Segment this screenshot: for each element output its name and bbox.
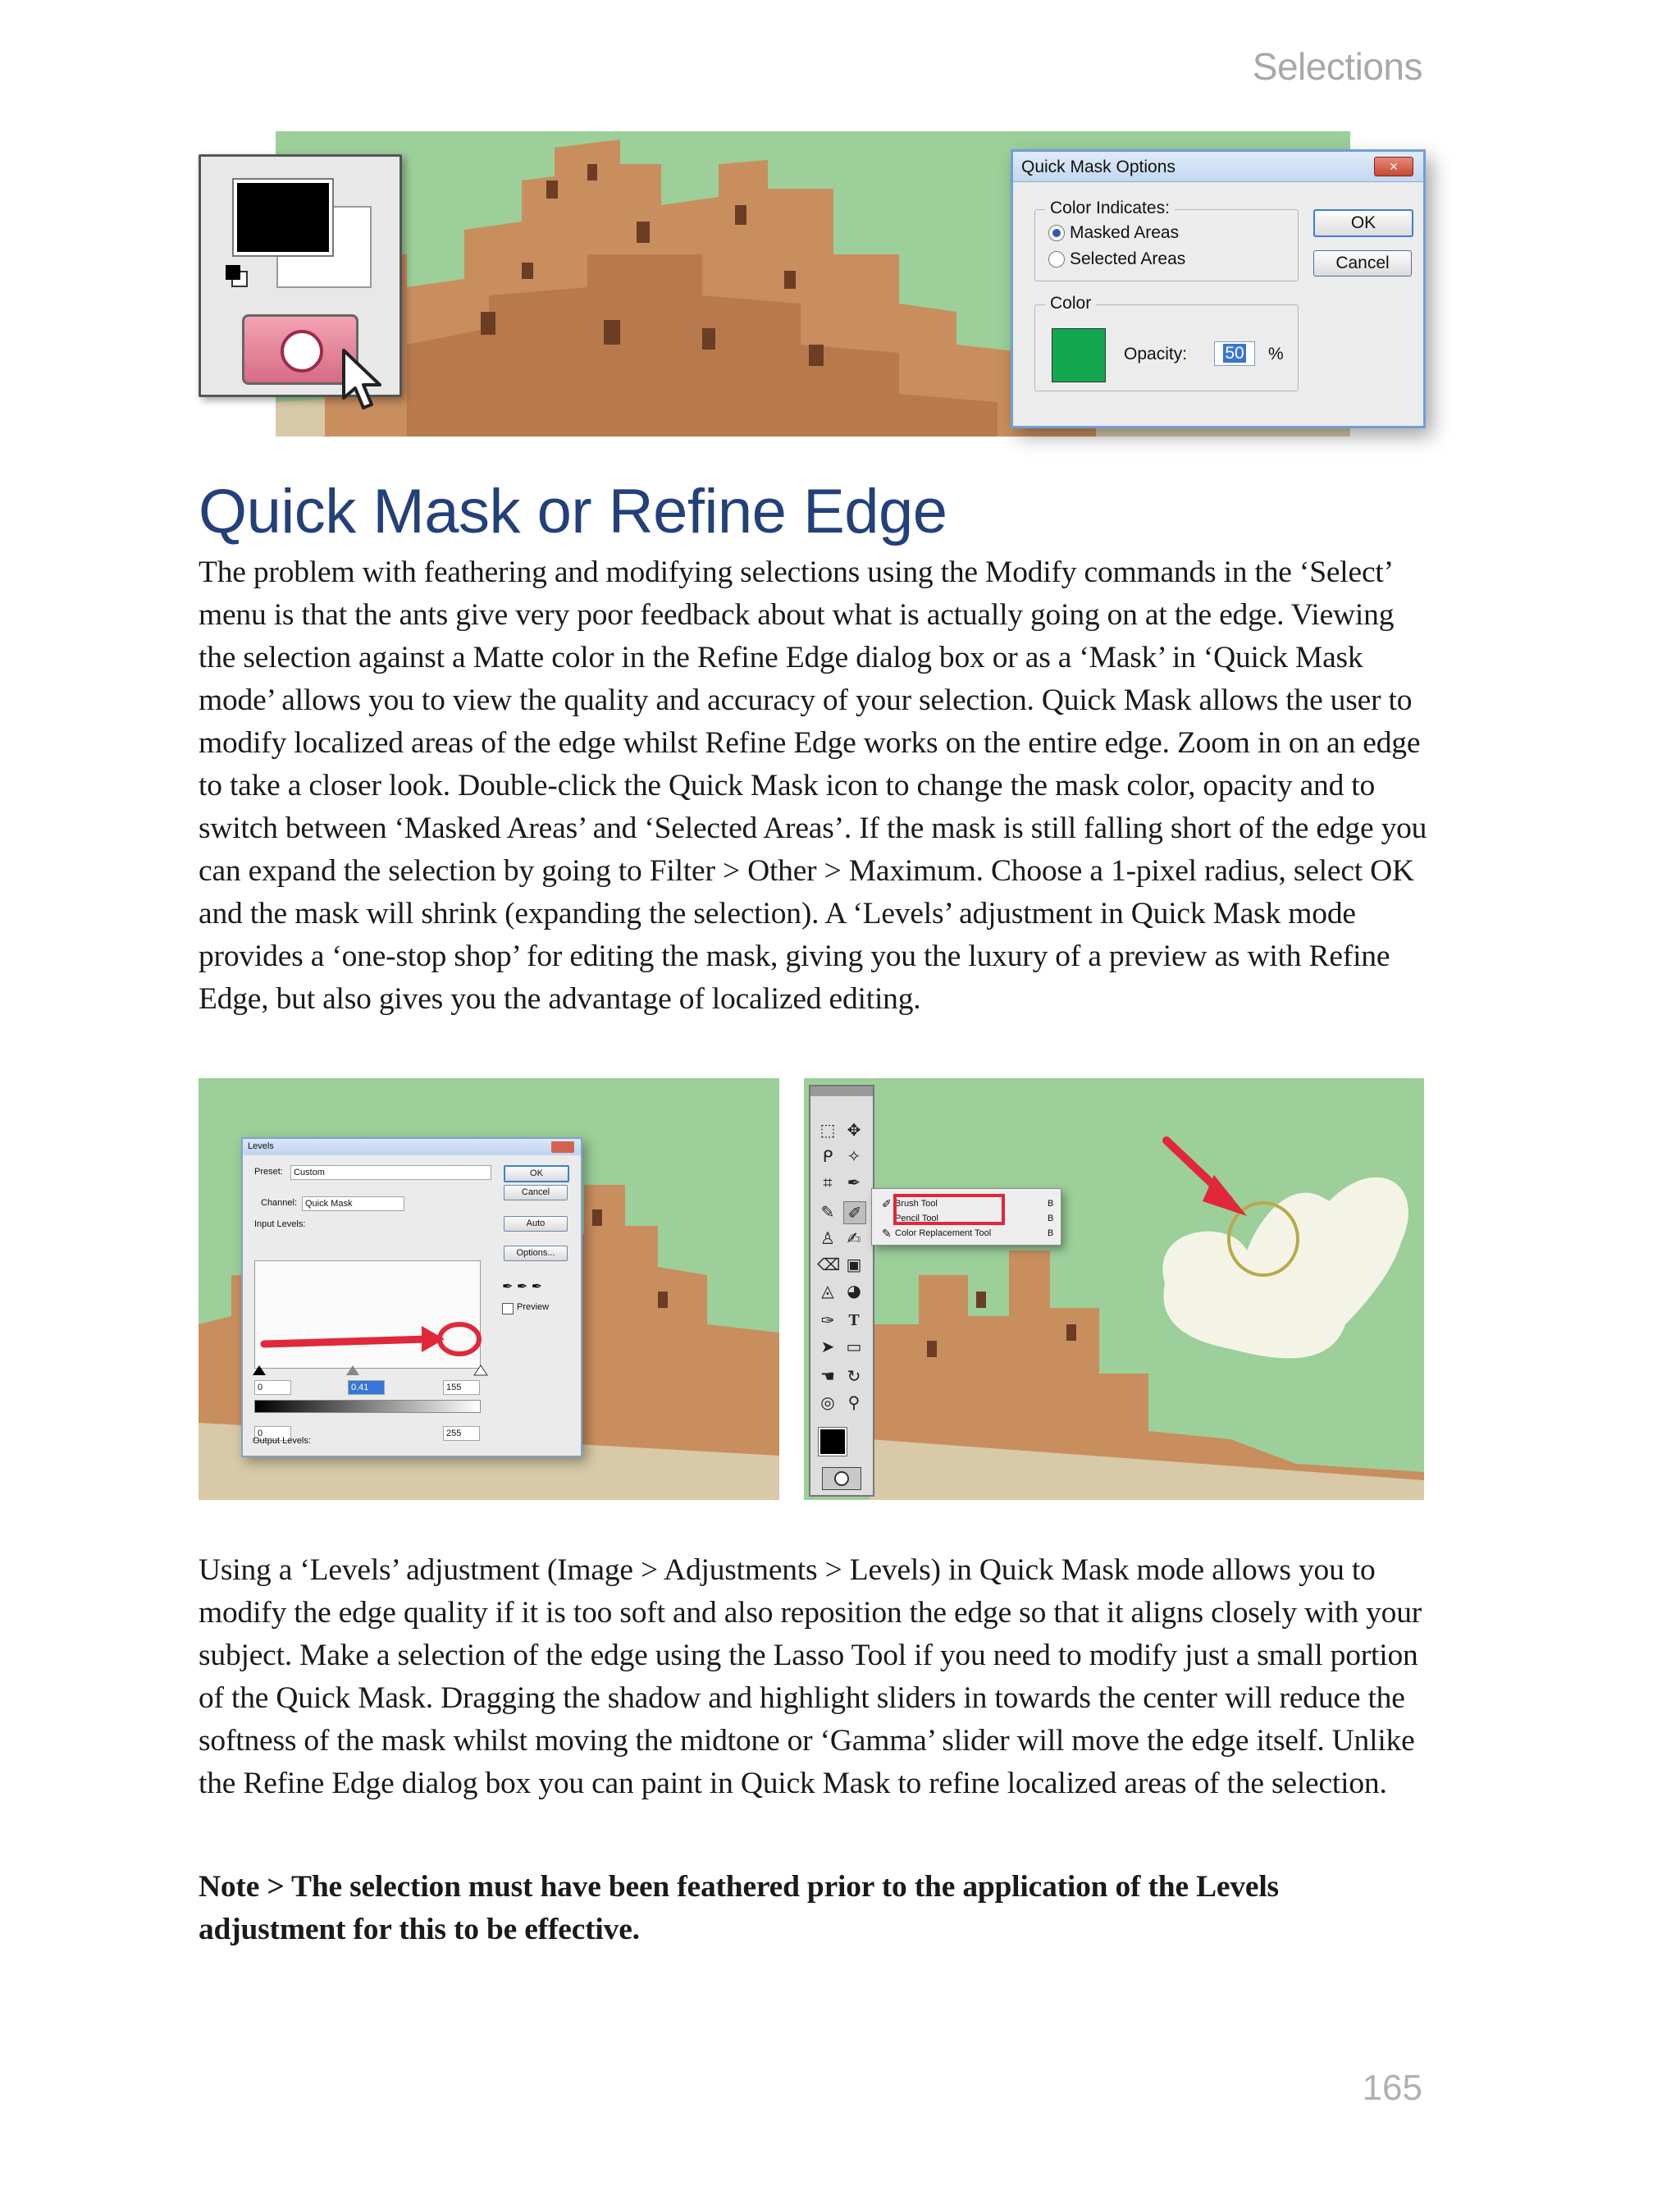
marquee-tool-icon[interactable]: ⬚ — [819, 1120, 836, 1140]
input-shadow-value: 0 — [258, 1383, 263, 1392]
clone-stamp-tool-icon[interactable]: ♙ — [820, 1228, 835, 1248]
opacity-value: 50 — [1225, 344, 1244, 363]
preset-value: Custom — [294, 1168, 325, 1177]
intro-paragraph: The problem with feathering and modifying selections using the Modify commands in the ‘Select’ menu is that the ants give very poor feedback about what is actually going on at the edge. Viewing the selection against a Matte color in the Refine Edge dialog box or as a ‘Mask’ in ‘Quick Mask mode’ allows you to view the quality and accuracy of your selection. Quick Mask allows the user to modify localized areas of the edge whilst Refine Edge works on the entire edge. Zoom in on an edge to take a closer look. Double-click the Quick Mask icon to change the mask color, opacity and to switch between ‘Masked Areas’ and ‘Selected Areas’. If the mask is still falling short of the edge you can expand the selection by going to Filter > Other > Maximum. Choose a 1-pixel radius, select OK and the mask will shrink (expanding the selection). A ‘Levels’ adjustment in Quick Mask mode provides a ‘one-stop shop’ for editing the mask, giving you the luxury of a preview as with Refine Edge, but also gives you the advantage of localized editing. — [199, 556, 1427, 1016]
color-indicates-group — [1034, 199, 1299, 281]
quick-mask-options-dialog — [1011, 149, 1426, 428]
group-label: Color Indicates: — [1045, 199, 1175, 218]
color-replacement-icon: ✎ — [882, 1227, 892, 1240]
input-gamma-value: 0.41 — [351, 1383, 369, 1392]
selected-areas-label: Selected Areas — [1070, 249, 1186, 268]
ok-button[interactable]: OK — [1313, 209, 1413, 237]
brush-icon: ✐ — [882, 1197, 892, 1210]
magic-wand-tool-icon[interactable]: ✧ — [847, 1146, 861, 1166]
masked-areas-radio[interactable] — [1048, 225, 1065, 241]
input-levels-label: Input Levels: — [254, 1219, 306, 1229]
foreground-swatch-icon[interactable] — [234, 180, 332, 255]
dialog-title: Quick Mask Options — [1021, 158, 1176, 176]
group-label: Color — [1045, 294, 1096, 313]
shortcut-key: B — [1048, 1199, 1054, 1209]
percent-label: % — [1268, 345, 1284, 363]
shortcut-key: B — [1048, 1228, 1054, 1238]
section-header: Selections — [1252, 45, 1422, 88]
levels-paragraph: Using a ‘Levels’ adjustment (Image > Adjustments > Levels) in Quick Mask mode allows you to modify the edge quality if it is too soft and also reposition the edge so that it aligns closely with your subject. Make a selection of the edge using the Lasso Tool if you need to modify just a small portion of the Quick Mask. Dragging the shadow and highlight sliders in towards the center will reduce the softness of the mask whilst moving the midtone or ‘Gamma’ slider will move the edge itself. Unlike the Refine Edge dialog box you can paint in Quick Mask to refine localized areas of the selection. — [199, 1553, 1422, 1800]
ok-button[interactable]: OK — [504, 1165, 569, 1182]
preview-label: Preview — [517, 1302, 550, 1312]
output-highlight-value: 255 — [446, 1429, 462, 1438]
selected-areas-radio[interactable] — [1048, 251, 1065, 267]
healing-brush-tool-icon[interactable]: ✎ — [820, 1202, 835, 1222]
output-shadow-value: 0 — [258, 1429, 263, 1438]
pen-tool-icon[interactable]: ✑ — [820, 1310, 835, 1330]
shape-tool-icon[interactable]: ▭ — [846, 1337, 862, 1356]
crop-tool-icon[interactable]: ⌗ — [823, 1173, 833, 1192]
annotation-arrow — [804, 1078, 1424, 1500]
channel-label: Channel: — [261, 1198, 298, 1208]
brush-tool-icon[interactable]: ✐ — [843, 1201, 866, 1224]
3d-tool-icon[interactable]: ◎ — [820, 1392, 835, 1412]
eyedropper-tool-icon[interactable]: ✒ — [847, 1173, 861, 1192]
opacity-label: Opacity: — [1124, 345, 1188, 363]
history-brush-tool-icon[interactable]: ✍ — [847, 1228, 861, 1248]
color-group — [1034, 294, 1299, 391]
gradient-tool-icon[interactable]: ▣ — [846, 1255, 862, 1274]
input-highlight-value: 155 — [446, 1383, 462, 1392]
lasso-tool-icon[interactable]: ᑭ — [822, 1146, 833, 1166]
opacity-input[interactable] — [1214, 341, 1255, 366]
note-paragraph: Note > The selection must have been feathered prior to the application of the Levels adjustment for this to be effective. — [199, 1870, 1279, 1946]
rotate-view-tool-icon[interactable]: ↻ — [847, 1366, 861, 1386]
auto-button[interactable]: Auto — [504, 1216, 568, 1232]
output-levels-label: Output Levels: — [253, 1436, 311, 1446]
zoom-tool-icon[interactable]: ⚲ — [847, 1392, 861, 1412]
figure-brush-tool — [804, 1078, 1424, 1500]
dodge-tool-icon[interactable]: ◕ — [847, 1281, 861, 1301]
eraser-tool-icon[interactable]: ⌫ — [817, 1255, 841, 1274]
options-button[interactable]: Options... — [504, 1246, 568, 1261]
dialog-titlebar — [1013, 152, 1423, 182]
eyedropper-icon[interactable]: ✒ ✒ ✒ — [502, 1280, 543, 1294]
channel-value: Quick Mask — [305, 1199, 353, 1209]
cursor-arrow-icon — [339, 347, 388, 413]
flyout-item-color-replacement[interactable]: Color Replacement Tool — [895, 1228, 992, 1238]
close-icon[interactable]: × — [1374, 157, 1413, 176]
hand-tool-icon[interactable]: ☚ — [820, 1366, 835, 1386]
cancel-button[interactable]: Cancel — [504, 1185, 568, 1200]
masked-areas-label: Masked Areas — [1070, 223, 1180, 242]
toolbox-fragment — [199, 154, 402, 397]
blur-tool-icon[interactable]: ◬ — [821, 1281, 834, 1301]
figure-quick-mask-options — [199, 131, 1445, 476]
shortcut-key: B — [1048, 1214, 1054, 1223]
page-number: 165 — [1362, 2068, 1422, 2108]
type-tool-icon[interactable]: T — [848, 1311, 860, 1329]
move-tool-icon[interactable]: ✥ — [847, 1120, 861, 1140]
dialog-title: Levels — [248, 1141, 274, 1151]
section-title: Quick Mask or Refine Edge — [199, 477, 947, 546]
flyout-item-brush[interactable]: Brush Tool — [895, 1199, 938, 1209]
preset-label: Preset: — [254, 1167, 283, 1177]
default-colors-icon[interactable] — [224, 263, 249, 288]
path-selection-tool-icon[interactable]: ➤ — [820, 1337, 835, 1356]
cancel-button[interactable]: Cancel — [1313, 250, 1412, 277]
figure-levels-adjustment — [199, 1078, 779, 1500]
mask-color-swatch[interactable] — [1052, 328, 1106, 382]
flyout-item-pencil[interactable]: Pencil Tool — [895, 1214, 938, 1223]
